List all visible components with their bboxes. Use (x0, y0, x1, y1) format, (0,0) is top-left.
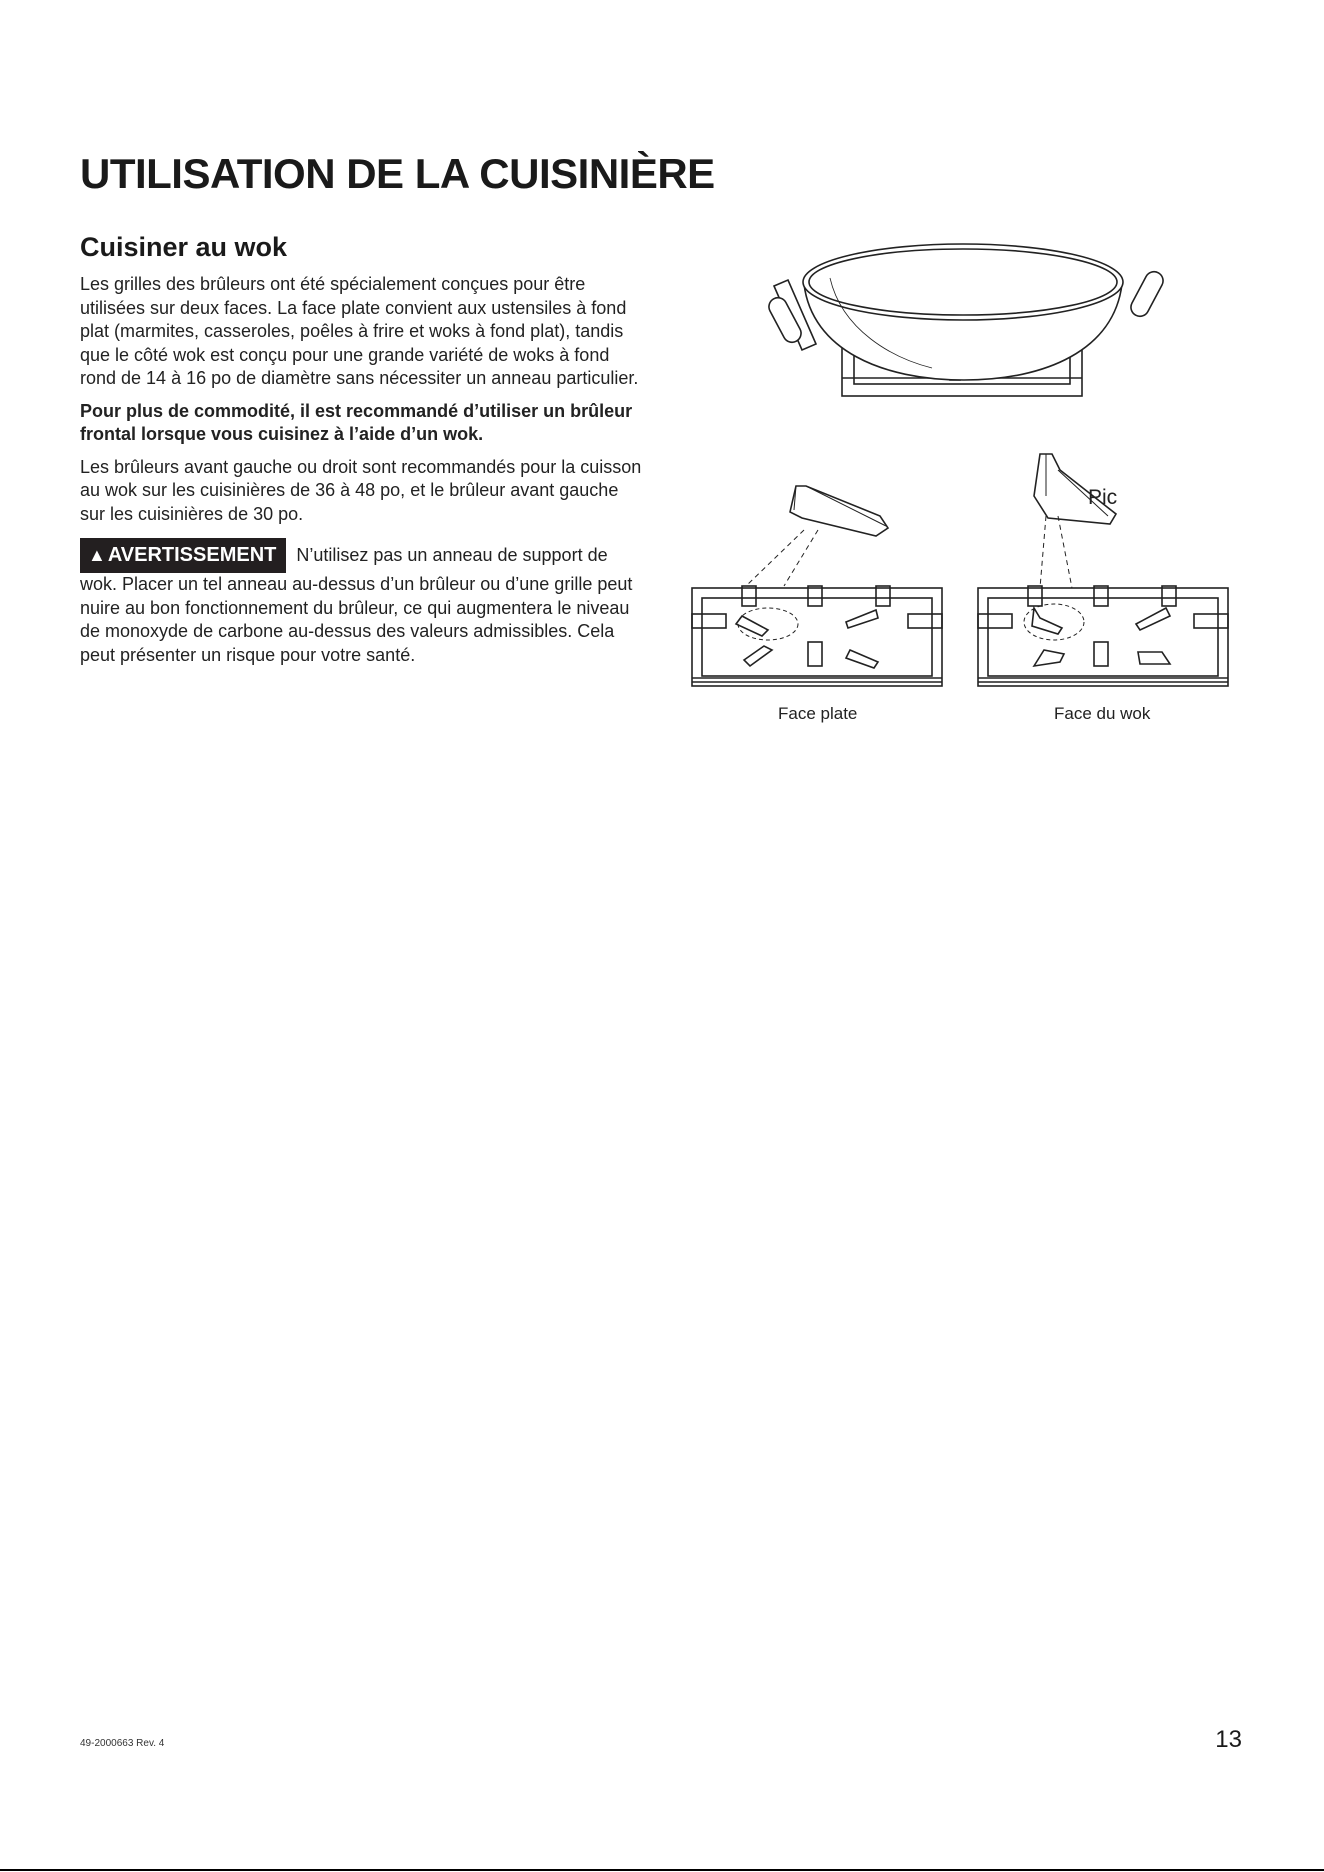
flat-side-piece (746, 486, 888, 586)
wok-illustration (766, 244, 1166, 396)
section-title: Cuisiner au wok (80, 232, 288, 262)
page-title: UTILISATION DE LA CUISINIÈRE (80, 150, 715, 197)
wok-side-grate (978, 586, 1228, 686)
paragraph-burners: Les brûleurs avant gauche ou droit sont recommandés pour la cuisson au wok sur les cuisinières de 36 à 48 po, et le brûleur avant gauche sur les cuisinières de 30 po. (80, 456, 642, 524)
caption-wok-side: Face du wok (1054, 704, 1151, 723)
label-pic: Pic (1088, 486, 1118, 509)
warning-paragraph (80, 538, 645, 667)
warning-badge (80, 538, 286, 573)
flat-side-grate (692, 586, 942, 686)
paragraph-recommendation: Pour plus de commodité, il est recommandé d’utiliser un brûleur frontal lorsque vous cuisinez à l’aide d’un wok. (80, 400, 633, 444)
paragraph-grates: Les grilles des brûleurs ont été spécialement conçues pour être utilisées sur deux faces. La face plate convient aux ustensiles à fond plat (marmites, casseroles, poêles à frire et woks à fond plat), tandis que le côté wok est conçu pour une grande variété de woks à fond rond de 14 à 16 po de diamètre sans nécessiter un anneau particulier. (80, 274, 639, 388)
warning-label: AVERTISSEMENT (107, 544, 277, 566)
footer-doc-code: 49-2000663 Rev. 4 (80, 1738, 165, 1749)
wok-side-piece (1034, 454, 1116, 588)
warning-triangle-icon: ▲ (88, 545, 106, 565)
wok-grate-figure (682, 230, 1242, 730)
body-text (80, 273, 645, 676)
warning-text: N’utilisez pas un anneau de support de wok. Placer un tel anneau au-dessus d’un brûleur ou d’une grille peut nuire au bon fonctionnement du brûleur, ce qui augmentera le niveau de monoxyde de carbone au-dessus des valeurs admissibles. Cela peut présenter un risque pour votre santé. (80, 545, 633, 665)
page-number: 13 (1215, 1726, 1242, 1753)
wok-grate-illustration (682, 230, 1242, 730)
bottom-rule (0, 1869, 1324, 1871)
caption-flat-side: Face plate (778, 704, 858, 723)
